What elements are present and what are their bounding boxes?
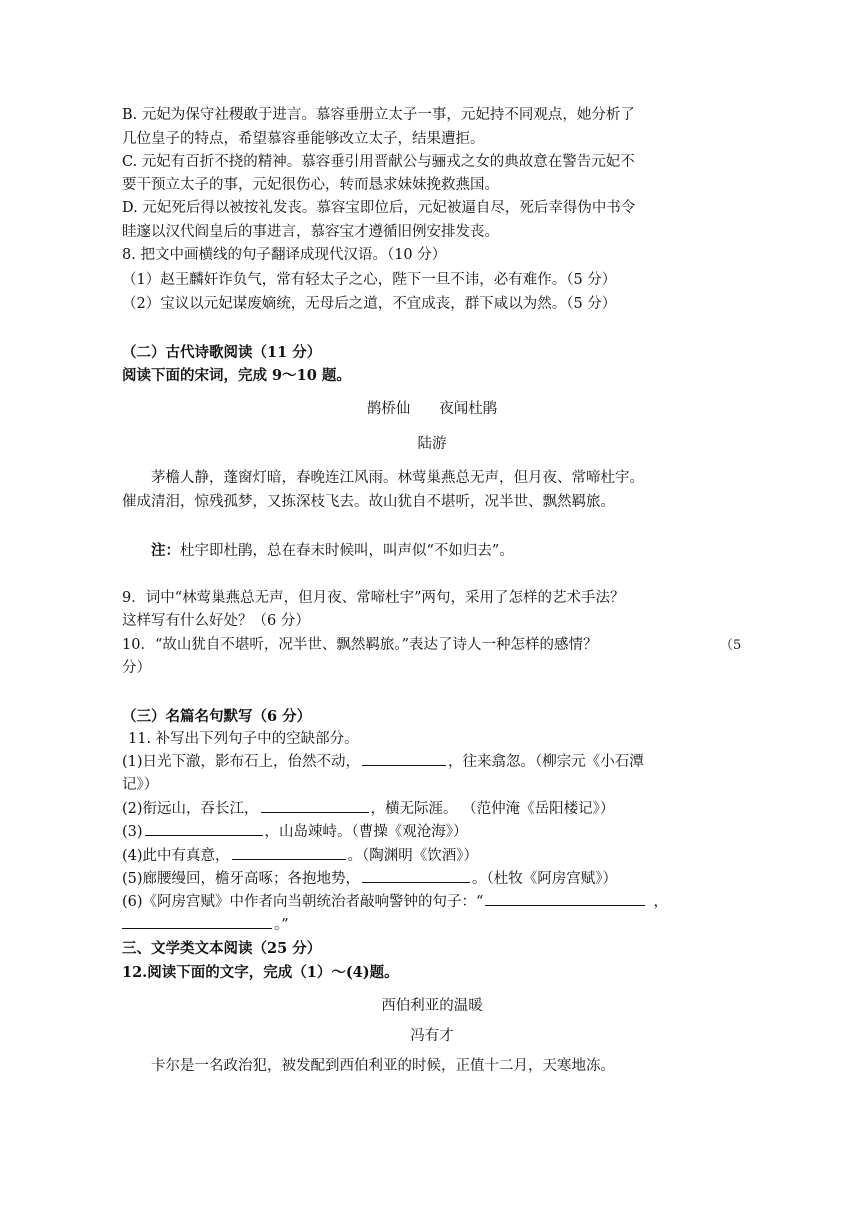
q11-item-5-after: 。（杜牧《阿房宫赋》） <box>472 871 618 887</box>
q7-option-c-line1: C. 元妃有百折不挠的精神。慕容垂引用晋献公与骊戎之女的典故意在警告元妃不 <box>122 154 635 170</box>
q11-item-4-before: (4)此中有真意， <box>122 848 230 864</box>
q7-option-b-line1: B. 元妃为保守社稷敢于进言。慕容垂册立太子一事，元妃持不同观点，她分析了 <box>122 107 635 123</box>
q10-score-part: （5 <box>720 638 742 653</box>
q11-blank-3[interactable] <box>145 821 263 836</box>
q11-blank-6a[interactable] <box>485 891 645 906</box>
story-author: 冯有才 <box>410 1028 454 1044</box>
q9-line-2: 这样写有什么好处？（6 分） <box>122 613 310 629</box>
poem-note-text: 杜宇即杜鹃，总在春末时候叫，叫声似“不如归去”。 <box>180 543 514 559</box>
q7-option-d-line1: D. 元妃死后得以被按礼发丧。慕容宝即位后，元妃被逼自尽，死后幸得伪中书令 <box>122 200 636 216</box>
literature-section-heading: 三、文学类文本阅读（25 分） <box>122 940 322 957</box>
poem-note <box>151 539 742 563</box>
poem-title: 鹊桥仙 夜闻杜鹃 <box>366 401 498 417</box>
story-title: 西伯利亚的温暖 <box>381 998 483 1014</box>
q11-item-5-before: (5)廊腰缦回，檐牙高啄；各抱地势， <box>122 871 361 887</box>
q11-item-6 <box>122 891 742 914</box>
recitation-section-heading: （三）名篇名句默写（6 分） <box>122 708 312 725</box>
q8-stem: 8. 把文中画横线的句子翻译成现代汉语。（10 分） <box>122 247 447 263</box>
q10-line-2: 分） <box>122 660 151 676</box>
q8-item-1: （1）赵王麟奸诈负气，常有轻太子之心，陛下一旦不讳，必有难作。（5 分） <box>122 272 617 288</box>
q8-item-2: （2）宝议以元妃谋废嫡统，无母后之道，不宜成丧，群下咸以为然。（5 分） <box>122 296 617 312</box>
q9-line-1: 9．词中“林莺巢燕总无声，但月夜、常啼杜宇”两句，采用了怎样的艺术手法？ <box>122 590 625 606</box>
q11-blank-1[interactable] <box>362 751 446 766</box>
poetry-instruction: 阅读下面的宋词，完成 9～10 题。 <box>122 367 351 384</box>
q11-blank-2[interactable] <box>261 798 369 813</box>
poem-note-label: 注： <box>151 542 180 559</box>
poetry-section-heading: （二）古代诗歌阅读（11 分） <box>122 344 322 361</box>
poem-line-2: 催成清泪，惊残孤梦，又拣深枝飞去。故山犹自不堪听，况半世、飘然羁旅。 <box>122 494 615 510</box>
q11-blank-4[interactable] <box>232 845 346 860</box>
q11-item-4 <box>122 845 742 868</box>
q7-option-b-line2: 几位皇子的特点，希望慕容垂能够改立太子，结果遭拒。 <box>122 131 485 147</box>
q11-item-2-after: ，横无际涯。 （范仲淹《岳阳楼记》） <box>370 801 615 817</box>
q12-stem: 12.阅读下面的文字，完成（1）～(4)题。 <box>122 964 399 981</box>
poem-author: 陆游 <box>417 436 447 452</box>
q11-item-1-before: (1)日光下澈，影布石上，佁然不动， <box>122 754 361 770</box>
q11-item-6-comma: ， <box>653 894 668 910</box>
q11-blank-5[interactable] <box>362 868 470 883</box>
q11-stem: 11. 补写出下列句子中的空缺部分。 <box>128 731 359 747</box>
q10-text: 10．“故山犹自不堪听，况半世、飘然羁旅。”表达了诗人一种怎样的感情？ <box>122 637 598 653</box>
q11-item-1-cont: 记》） <box>122 777 159 793</box>
q11-item-6-cont <box>122 914 742 937</box>
story-paragraph-1: 卡尔是一名政治犯，被发配到西伯利亚的时候，正值十二月，天寒地冻。 <box>151 1058 615 1074</box>
q7-option-c-line2: 要干预立太子的事，元妃很伤心，转而恳求妹妹挽救燕国。 <box>122 177 499 193</box>
q11-item-1-after: ，往来翕忽。（柳宗元《小石潭 <box>448 754 644 770</box>
q11-item-3-before: (3) <box>122 824 143 840</box>
q11-item-1 <box>122 751 742 774</box>
q11-item-5 <box>122 868 742 891</box>
q11-item-3-after: ，山岛竦峙。（曹操《观沧海》） <box>264 824 468 840</box>
q7-option-d-line2: 眭邃以汉代阎皇后的事进言，慕容宝才遵循旧例安排发丧。 <box>122 224 499 240</box>
poem-line-1: 茅檐人静，蓬窗灯暗，春晚连江风雨。林莺巢燕总无声，但月夜、常啼杜宇。 <box>151 470 644 486</box>
q11-item-2 <box>122 798 742 821</box>
q11-item-6-end: 。” <box>274 917 289 933</box>
q11-item-3 <box>122 821 742 844</box>
q11-item-6-before: (6)《阿房宫赋》中作者向当朝统治者敲响警钟的句子：“ <box>122 894 484 910</box>
q11-item-4-after: 。（陶渊明《饮酒》） <box>347 848 479 864</box>
q11-item-2-before: (2)衔远山，吞长江， <box>122 801 259 817</box>
q11-blank-6b[interactable] <box>122 914 272 929</box>
q10-line-1 <box>122 634 742 657</box>
